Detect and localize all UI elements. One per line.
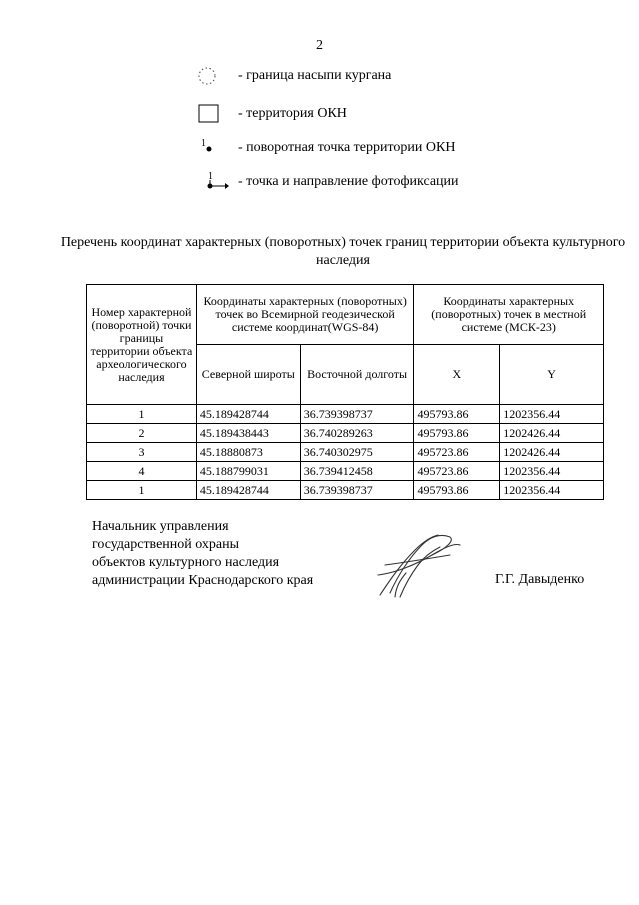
cell-x: 495723.86 <box>414 443 500 462</box>
legend-item-photo-direction <box>195 170 459 194</box>
turning-point-icon-label: 1 <box>201 138 206 149</box>
cell-latitude: 45.189438443 <box>196 424 300 443</box>
cell-y: 1202356.44 <box>500 462 604 481</box>
table-row <box>87 443 604 462</box>
cell-x: 495793.86 <box>414 424 500 443</box>
cell-longitude: 36.740289263 <box>300 424 414 443</box>
coordinates-table <box>86 284 604 500</box>
header-north-latitude: Северной широты <box>196 345 300 405</box>
signatory-position-line: Начальник управления <box>92 519 229 534</box>
table-row <box>87 462 604 481</box>
cell-longitude: 36.739398737 <box>300 481 414 500</box>
turning-point-icon <box>195 136 229 160</box>
signatory-position-line: государственной охраны <box>92 537 240 552</box>
cell-y: 1202426.44 <box>500 443 604 462</box>
cell-latitude: 45.18880873 <box>196 443 300 462</box>
cell-y: 1202426.44 <box>500 424 604 443</box>
legend-label-turning-point: - поворотная точка территории ОКН <box>238 140 456 155</box>
legend-label-okn-territory: - территория ОКН <box>238 106 347 121</box>
cell-longitude: 36.739398737 <box>300 405 414 424</box>
table-row <box>87 405 604 424</box>
header-east-longitude: Восточной долготы <box>300 345 414 405</box>
header-wgs-group: Координаты характерных (поворотных) точек во Всемирной геодезической системе координат(WGS-84) <box>196 285 414 345</box>
handwritten-signature <box>360 525 470 605</box>
signatory-name: Г.Г. Давыденко <box>495 572 585 587</box>
cell-point-number: 1 <box>87 481 197 500</box>
signatory-position-line: администрации Краснодарского края <box>92 573 314 588</box>
signatory-position <box>92 518 313 590</box>
cell-longitude: 36.739412458 <box>300 462 414 481</box>
legend-label-mound-boundary: - граница насыпи кургана <box>238 68 392 83</box>
header-y: Y <box>500 345 604 405</box>
legend-item-turning-point <box>195 136 455 160</box>
photo-direction-icon-label: 1 <box>208 171 213 182</box>
table-row <box>87 481 604 500</box>
cell-latitude: 45.189428744 <box>196 481 300 500</box>
cell-point-number: 1 <box>87 405 197 424</box>
header-point-number: Номер характерной (поворотной) точки границы территории объекта археологического наследия <box>87 285 197 405</box>
legend-label-photo-direction: - точка и направление фотофиксации <box>238 174 459 189</box>
table-title: Перечень координат характерных (поворотных) точек границ территории объекта культурного наследия <box>60 235 626 268</box>
legend-item-okn-territory <box>195 102 347 126</box>
header-msk-group: Координаты характерных (поворотных) точек в местной системе (МСК-23) <box>414 285 604 345</box>
header-x: X <box>414 345 500 405</box>
cell-x: 495793.86 <box>414 405 500 424</box>
cell-point-number: 3 <box>87 443 197 462</box>
photo-direction-icon <box>195 170 229 194</box>
cell-y: 1202356.44 <box>500 481 604 500</box>
table-row <box>87 424 604 443</box>
page-number: 2 <box>316 38 323 53</box>
cell-y: 1202356.44 <box>500 405 604 424</box>
cell-point-number: 2 <box>87 424 197 443</box>
cell-x: 495793.86 <box>414 481 500 500</box>
cell-point-number: 4 <box>87 462 197 481</box>
cell-latitude: 45.188799031 <box>196 462 300 481</box>
square-icon <box>195 102 229 126</box>
signatory-position-line: объектов культурного наследия <box>92 555 280 570</box>
cell-x: 495723.86 <box>414 462 500 481</box>
cell-longitude: 36.740302975 <box>300 443 414 462</box>
dotted-circle-icon <box>195 64 229 88</box>
legend-item-mound-boundary <box>195 64 391 88</box>
cell-latitude: 45.189428744 <box>196 405 300 424</box>
